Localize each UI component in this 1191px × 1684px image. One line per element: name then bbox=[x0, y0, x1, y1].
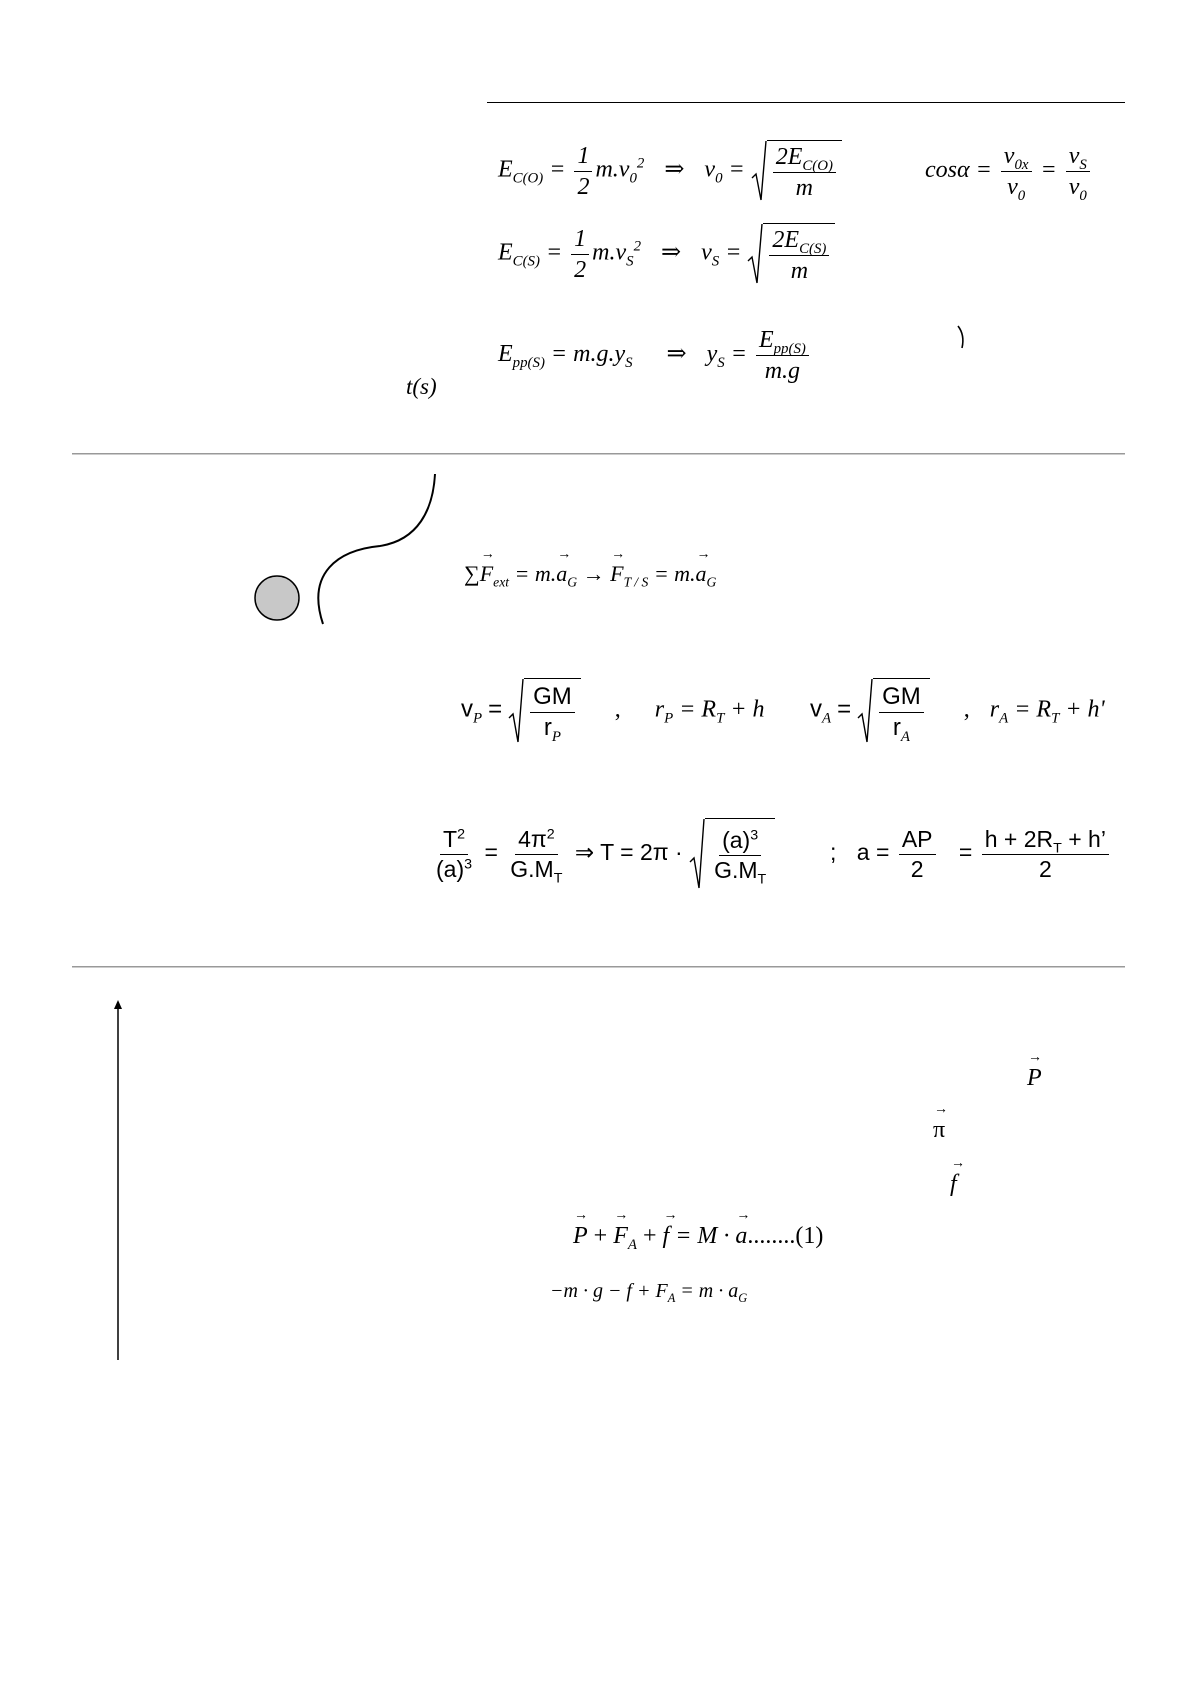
potential-energy-equation: $E_{pp(S)} = m.g.y_S$ ⇒ $y_S$ = $\frac{E_{pp(S)}}{m.g}$ bbox=[498, 328, 812, 383]
velocity-apogee-equation: $v_A$ = $\frac{GM}{r_A}$ , $r_A = R_T + h'$ bbox=[810, 678, 1105, 744]
friction-vector-label: → f bbox=[950, 1172, 957, 1196]
orbit-diagram bbox=[240, 468, 470, 633]
planet-circle bbox=[255, 576, 299, 620]
top-rule bbox=[487, 102, 1125, 103]
section-separator-1 bbox=[72, 453, 1125, 455]
vertical-axis-arrow bbox=[110, 1000, 126, 1367]
section-separator-2 bbox=[72, 966, 1125, 968]
force-sum-equation: → P + → $F_A$ + → f = M · → a........(1) bbox=[573, 1224, 823, 1248]
angle-arc-mark bbox=[955, 325, 967, 354]
time-axis-label: t(s) bbox=[406, 374, 437, 399]
newton-second-law-equation: ∑→ $F_{ext} = m.\to a_G$ → → $F_{T / S} = m.\to a_G$ bbox=[464, 563, 716, 585]
orbit-curve bbox=[318, 474, 435, 624]
kinetic-energy-o-equation: $E_{C(O)}$ = $\frac{1}{2}$ $m.v_0^2$ ⇒ $v_0$ = $\frac{2E_{C(O)}}{m}$ bbox=[498, 140, 842, 202]
cos-alpha-equation: cosα = $\frac{v_{0x}}{v_0}$ = $\frac{v_S}{v_0}$ bbox=[925, 144, 1093, 199]
velocity-perigee-equation: $v_P$ = $\frac{GM}{r_P}$ , $r_P = R_T + h$ bbox=[461, 678, 765, 744]
projected-force-equation: $-m \cdot g - f + F_A = m \cdot a_G$ bbox=[550, 1280, 748, 1305]
kinetic-energy-s-equation: $E_{C(S)}$ = $\frac{1}{2}$ $m.v_S^2$ ⇒ $v_S$ = $\frac{2E_{C(S)}}{m}$ bbox=[498, 223, 835, 285]
weight-vector-label: → P bbox=[1027, 1066, 1042, 1090]
buoyancy-vector-label: → π bbox=[933, 1118, 945, 1142]
kepler-third-law-equation: $\frac{T^2}{(a)^3}$ = $\frac{4\pi^2}{G.M_T}$ ⇒ T = 2π · $\frac{(a)^3}{G.M_T}$ ; a = $\frac{AP}{2}$ = $\frac{h + 2R_T + h’}{2}$ bbox=[430, 818, 1112, 890]
